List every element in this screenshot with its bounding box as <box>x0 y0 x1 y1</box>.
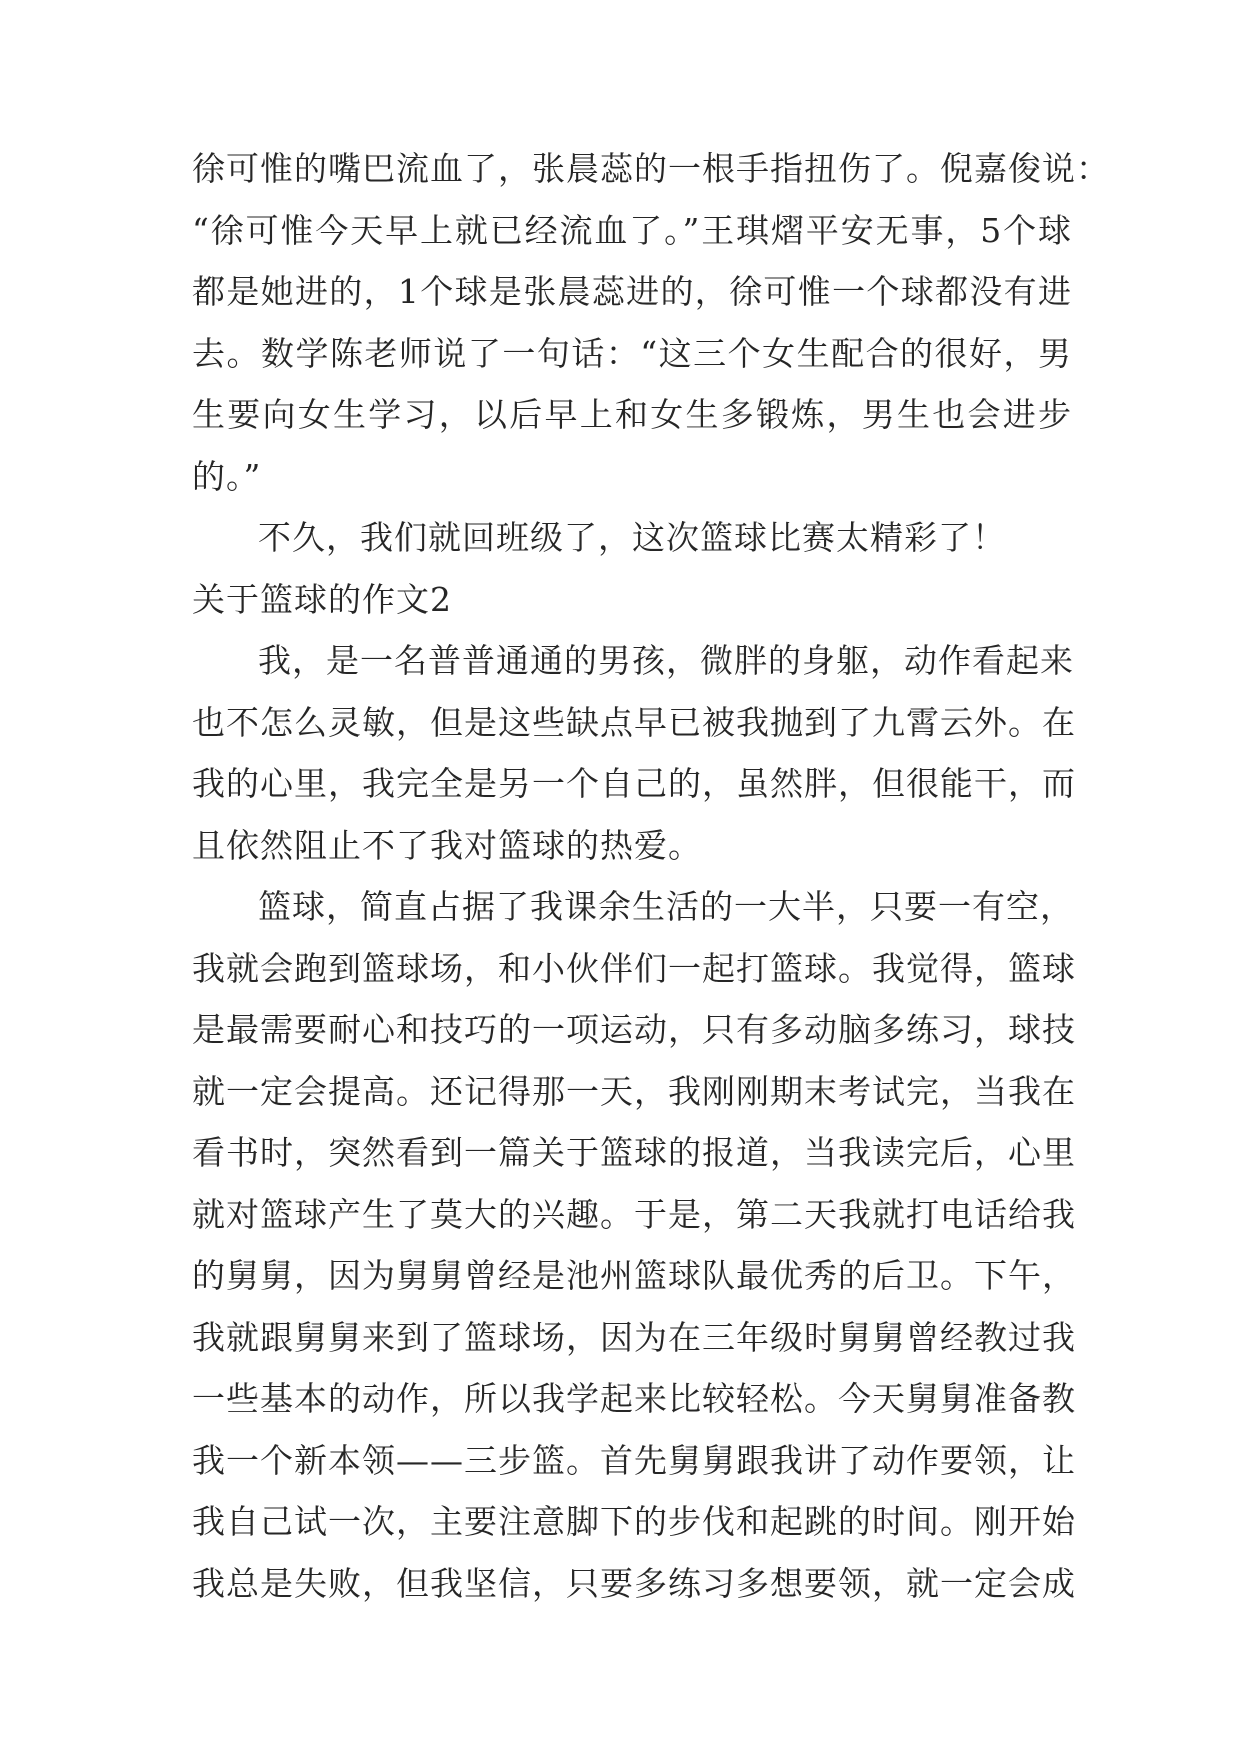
text-line: 的。” <box>192 456 262 496</box>
text-line: 的舅舅，因为舅舅曾经是池州篮球队最优秀的后卫。下午， <box>192 1256 1076 1295</box>
text-line: 也不怎么灵敏，但是这些缺点早已被我抛到了九霄云外。在 <box>192 702 1076 742</box>
text-line: 看书时，突然看到一篇关于篮球的报道，当我读完后，心里 <box>192 1133 1076 1172</box>
text-line: 我就会跑到篮球场，和小伙伴们一起打篮球。我觉得，篮球 <box>192 948 1076 988</box>
text-line: 一些基本的动作，所以我学起来比较轻松。今天舅舅准备教 <box>192 1379 1076 1418</box>
text-line: “徐可惟今天早上就已经流血了。”王琪熠平安无事，5个球 <box>192 210 1072 250</box>
closing-sentence: 不久，我们就回班级了，这次篮球比赛太精彩了！ <box>258 518 1006 557</box>
text-line: 我，是一名普普通通的男孩，微胖的身躯，动作看起来 <box>258 641 1074 680</box>
document-body <box>192 138 1110 1614</box>
text-line: 篮球，简直占据了我课余生活的一大半，只要一有空， <box>258 887 1074 926</box>
text-line: 去。数学陈老师说了一句话：“这三个女生配合的很好，男 <box>192 333 1072 373</box>
essay-heading: 关于篮球的作文2 <box>192 579 452 619</box>
text-line: 徐可惟的嘴巴流血了，张晨蕊的一根手指扭伤了。倪嘉俊说： <box>192 149 1110 188</box>
text-line: 就一定会提高。还记得那一天，我刚刚期末考试完，当我在 <box>192 1071 1076 1111</box>
text-line: 生要向女生学习，以后早上和女生多锻炼，男生也会进步 <box>192 395 1072 434</box>
text-line: 我一个新本领——三步篮。首先舅舅跟我讲了动作要领，让 <box>192 1440 1076 1480</box>
text-line: 我的心里，我完全是另一个自己的，虽然胖，但很能干，而 <box>192 764 1076 803</box>
text-line: 就对篮球产生了莫大的兴趣。于是，第二天我就打电话给我 <box>192 1194 1076 1234</box>
text-line: 且依然阻止不了我对篮球的热爱。 <box>192 825 702 865</box>
text-line: 我就跟舅舅来到了篮球场，因为在三年级时舅舅曾经教过我 <box>192 1317 1076 1357</box>
text-line: 我总是失败，但我坚信，只要多练习多想要领，就一定会成 <box>192 1563 1076 1603</box>
text-line: 都是她进的，1个球是张晨蕊进的，徐可惟一个球都没有进 <box>192 272 1072 311</box>
text-line: 是最需要耐心和技巧的一项运动，只有多动脑多练习，球技 <box>192 1010 1076 1049</box>
text-line: 我自己试一次，主要注意脚下的步伐和起跳的时间。刚开始 <box>192 1502 1076 1541</box>
